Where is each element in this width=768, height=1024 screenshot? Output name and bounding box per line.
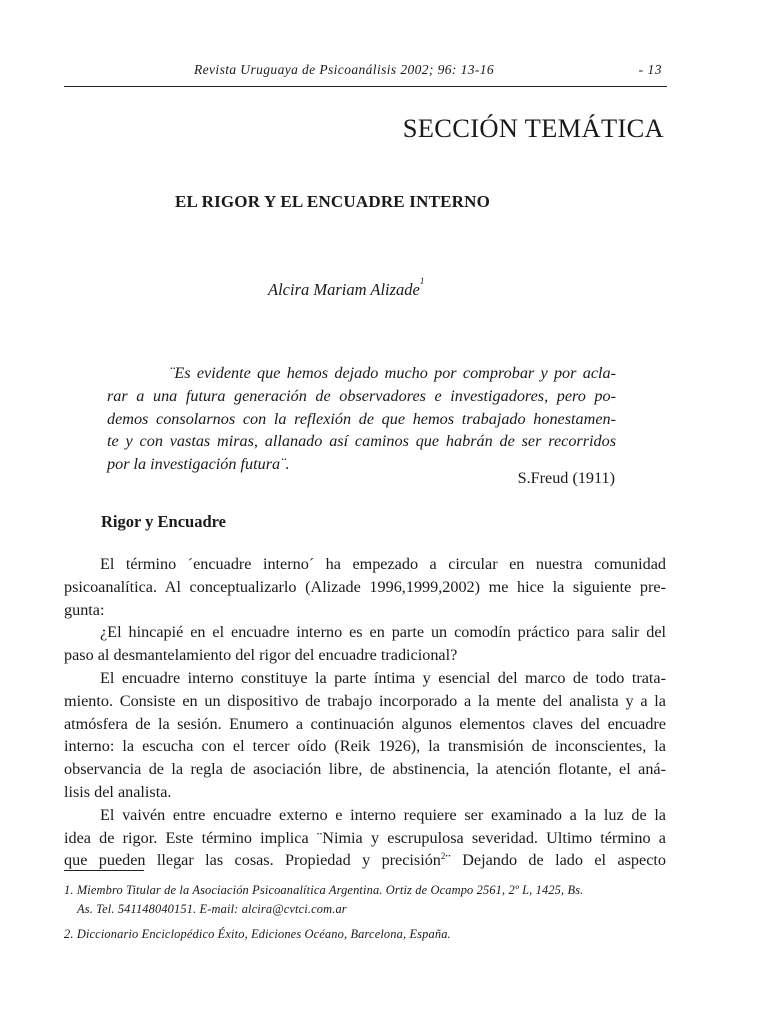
body-line: psicoanalítica. Al conceptualizarlo (Alizade 1996,1999,2002) me hice la siguiente pre-: [64, 577, 666, 596]
footnote-2: 2. Diccionario Enciclopédico Éxito, Ediciones Océano, Barcelona, España.: [64, 927, 451, 941]
page-number: - 13: [638, 62, 662, 77]
body-line-part: que pueden llegar las cosas. Propiedad y precisión: [64, 851, 441, 870]
header-rule: [64, 86, 667, 87]
footnote-1-continued: As. Tel. 541148040151. E-mail: alcira@cvtci.com.ar: [77, 902, 347, 916]
epigraph-line: ¨Es evidente que hemos dejado mucho por comprobar y por acla-: [169, 364, 616, 382]
body-line-with-footnote: [64, 849, 666, 874]
author-line: [268, 276, 425, 300]
body-line: miento. Consiste en un dispositivo de trabajo incorporado a la mente del analista y a la: [64, 691, 666, 710]
section-subheading: Rigor y Encuadre: [101, 512, 226, 531]
article-title: EL RIGOR Y EL ENCUADRE INTERNO: [175, 192, 491, 211]
footnote-1: 1. Miembro Titular de la Asociación Psicoanalítica Argentina. Ortiz de Ocampo 2561, 2º L, 1425, Bs.: [64, 883, 584, 897]
body-line: atmósfera de la sesión. Enumero a continuación algunos elementos claves del encuadre: [64, 714, 666, 733]
epigraph-source: S.Freud (1911): [517, 469, 615, 487]
body-line: lisis del analista.: [64, 782, 172, 801]
epigraph-line: te y con vastas miras, allanado así caminos que habrán de ser recorridos: [107, 432, 616, 451]
journal-citation: Revista Uruguaya de Psicoanálisis 2002; 96: 13-16: [194, 62, 495, 77]
epigraph-line: rar a una futura generación de observadores e investigadores, pero po-: [107, 386, 616, 405]
body-line: gunta:: [64, 600, 105, 619]
body-text: [64, 553, 666, 874]
body-footnote-mark: 2: [440, 851, 446, 862]
body-line: idea de rigor. Este término implica ¨Nimia y escrupulosa severidad. Ultimo término a: [64, 828, 666, 847]
footnotes: [64, 881, 666, 944]
epigraph-line: demos consolarnos con la reflexión de que hemos trabajado honestamen-: [107, 409, 616, 428]
author-name: Alcira Mariam Alizade: [268, 280, 420, 299]
section-title: SECCIÓN TEMÁTICA: [402, 113, 664, 143]
body-line: El término ´encuadre interno´ ha empezado a circular en nuestra comunidad: [100, 555, 666, 573]
body-line: interno: la escucha con el tercer oído (Reik 1926), la transmisión de inconscientes, la: [64, 737, 666, 756]
epigraph: [107, 362, 616, 476]
body-line: observancia de la regla de asociación libre, de abstinencia, la atención flotante, el aná-: [64, 760, 666, 779]
body-line: El encuadre interno constituye la parte íntima y esencial del marco de todo trata-: [100, 668, 666, 687]
author-footnote-mark: 1: [419, 276, 425, 286]
body-line: ¿El hincapié en el encuadre interno es en parte un comodín práctico para salir del: [100, 623, 666, 642]
body-line: paso al desmantelamiento del rigor del encuadre tradicional?: [64, 646, 458, 665]
body-line-part: ¨ Dejando de lado el aspecto: [445, 851, 666, 870]
body-line: El vaivén entre encuadre externo e interno requiere ser examinado a la luz de la: [100, 805, 666, 824]
running-header: [64, 62, 666, 84]
footnote-rule: [64, 870, 144, 871]
epigraph-line: por la investigación futura¨.: [107, 455, 290, 474]
